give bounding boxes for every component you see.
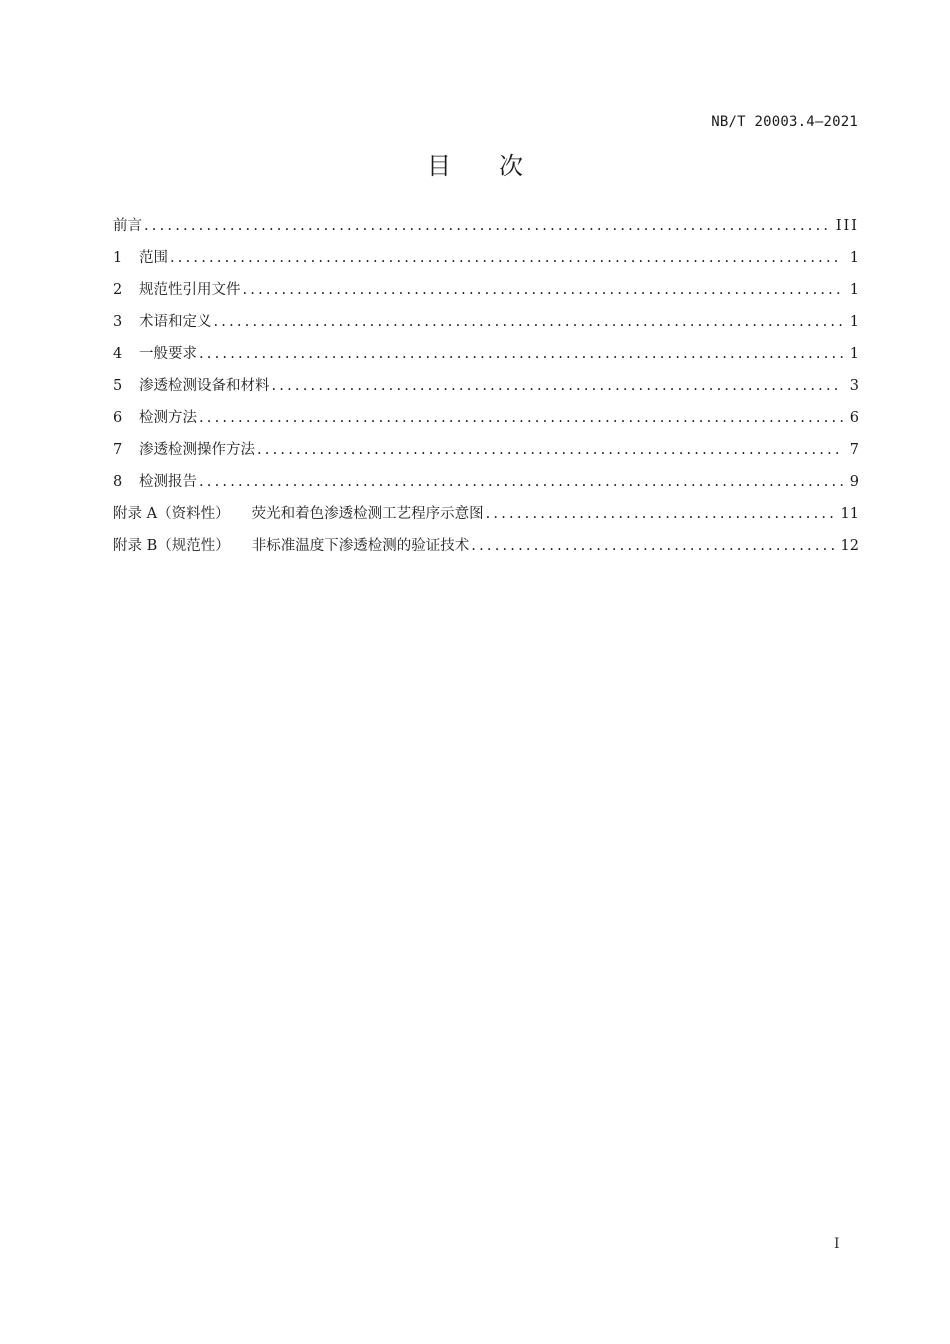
toc-entry-page: 9 bbox=[849, 474, 859, 490]
toc-entry-label: 非标准温度下渗透检测的验证技术 bbox=[251, 538, 470, 554]
dot-leader bbox=[486, 502, 837, 526]
toc-entry-label: 检测方法 bbox=[139, 410, 197, 426]
toc-entry-number: 4 bbox=[113, 346, 123, 362]
toc-entry-5[interactable] bbox=[113, 374, 859, 406]
toc-entry-preface[interactable] bbox=[113, 214, 859, 246]
toc-entry-number: 6 bbox=[113, 410, 123, 426]
toc-entry-page: 6 bbox=[849, 410, 859, 426]
page-number: I bbox=[834, 1236, 840, 1252]
dot-leader bbox=[199, 470, 843, 494]
toc-entry-appendix-a[interactable] bbox=[113, 502, 859, 534]
toc-entry-4[interactable] bbox=[113, 342, 859, 374]
toc-entry-label: 前言 bbox=[113, 218, 142, 234]
dot-leader bbox=[199, 406, 843, 430]
dot-leader bbox=[199, 342, 843, 366]
toc-entry-page: III bbox=[835, 218, 859, 234]
toc-entry-1[interactable] bbox=[113, 246, 859, 278]
dot-leader bbox=[471, 534, 836, 558]
toc-entry-page: 11 bbox=[840, 506, 859, 522]
toc-entry-label: 一般要求 bbox=[139, 346, 197, 362]
dot-leader bbox=[170, 246, 843, 270]
appendix-prefix: 附录 A（资料性） bbox=[113, 506, 230, 522]
toc-entry-page: 3 bbox=[849, 378, 859, 394]
toc-entry-number: 1 bbox=[113, 250, 123, 266]
toc-entry-page: 1 bbox=[849, 282, 859, 298]
table-of-contents bbox=[113, 214, 859, 566]
toc-entry-label: 荧光和着色渗透检测工艺程序示意图 bbox=[251, 506, 484, 522]
appendix-prefix: 附录 B（规范性） bbox=[113, 538, 230, 554]
dot-leader bbox=[257, 438, 843, 462]
toc-entry-appendix-b[interactable] bbox=[113, 534, 859, 566]
toc-entry-label: 术语和定义 bbox=[139, 314, 212, 330]
toc-entry-label: 检测报告 bbox=[139, 474, 197, 490]
toc-entry-page: 1 bbox=[849, 314, 859, 330]
toc-entry-label: 渗透检测设备和材料 bbox=[139, 378, 270, 394]
toc-entry-page: 1 bbox=[849, 250, 859, 266]
toc-entry-3[interactable] bbox=[113, 310, 859, 342]
toc-entry-page: 1 bbox=[849, 346, 859, 362]
toc-entry-label: 规范性引用文件 bbox=[139, 282, 241, 298]
toc-entry-page: 12 bbox=[840, 538, 859, 554]
toc-entry-number: 8 bbox=[113, 474, 123, 490]
document-code: NB/T 20003.4—2021 bbox=[711, 114, 858, 130]
toc-entry-8[interactable] bbox=[113, 470, 859, 502]
toc-entry-page: 7 bbox=[849, 442, 859, 458]
toc-entry-2[interactable] bbox=[113, 278, 859, 310]
page-title: 目次 bbox=[427, 152, 571, 180]
toc-entry-number: 5 bbox=[113, 378, 123, 394]
toc-entry-7[interactable] bbox=[113, 438, 859, 470]
toc-entry-6[interactable] bbox=[113, 406, 859, 438]
toc-entry-number: 7 bbox=[113, 442, 123, 458]
toc-entry-label: 渗透检测操作方法 bbox=[139, 442, 255, 458]
toc-entry-number: 3 bbox=[113, 314, 123, 330]
dot-leader bbox=[214, 310, 844, 334]
dot-leader bbox=[243, 278, 844, 302]
dot-leader bbox=[144, 214, 832, 238]
toc-entry-number: 2 bbox=[113, 282, 123, 298]
dot-leader bbox=[272, 374, 844, 398]
toc-entry-label: 范围 bbox=[139, 250, 168, 266]
